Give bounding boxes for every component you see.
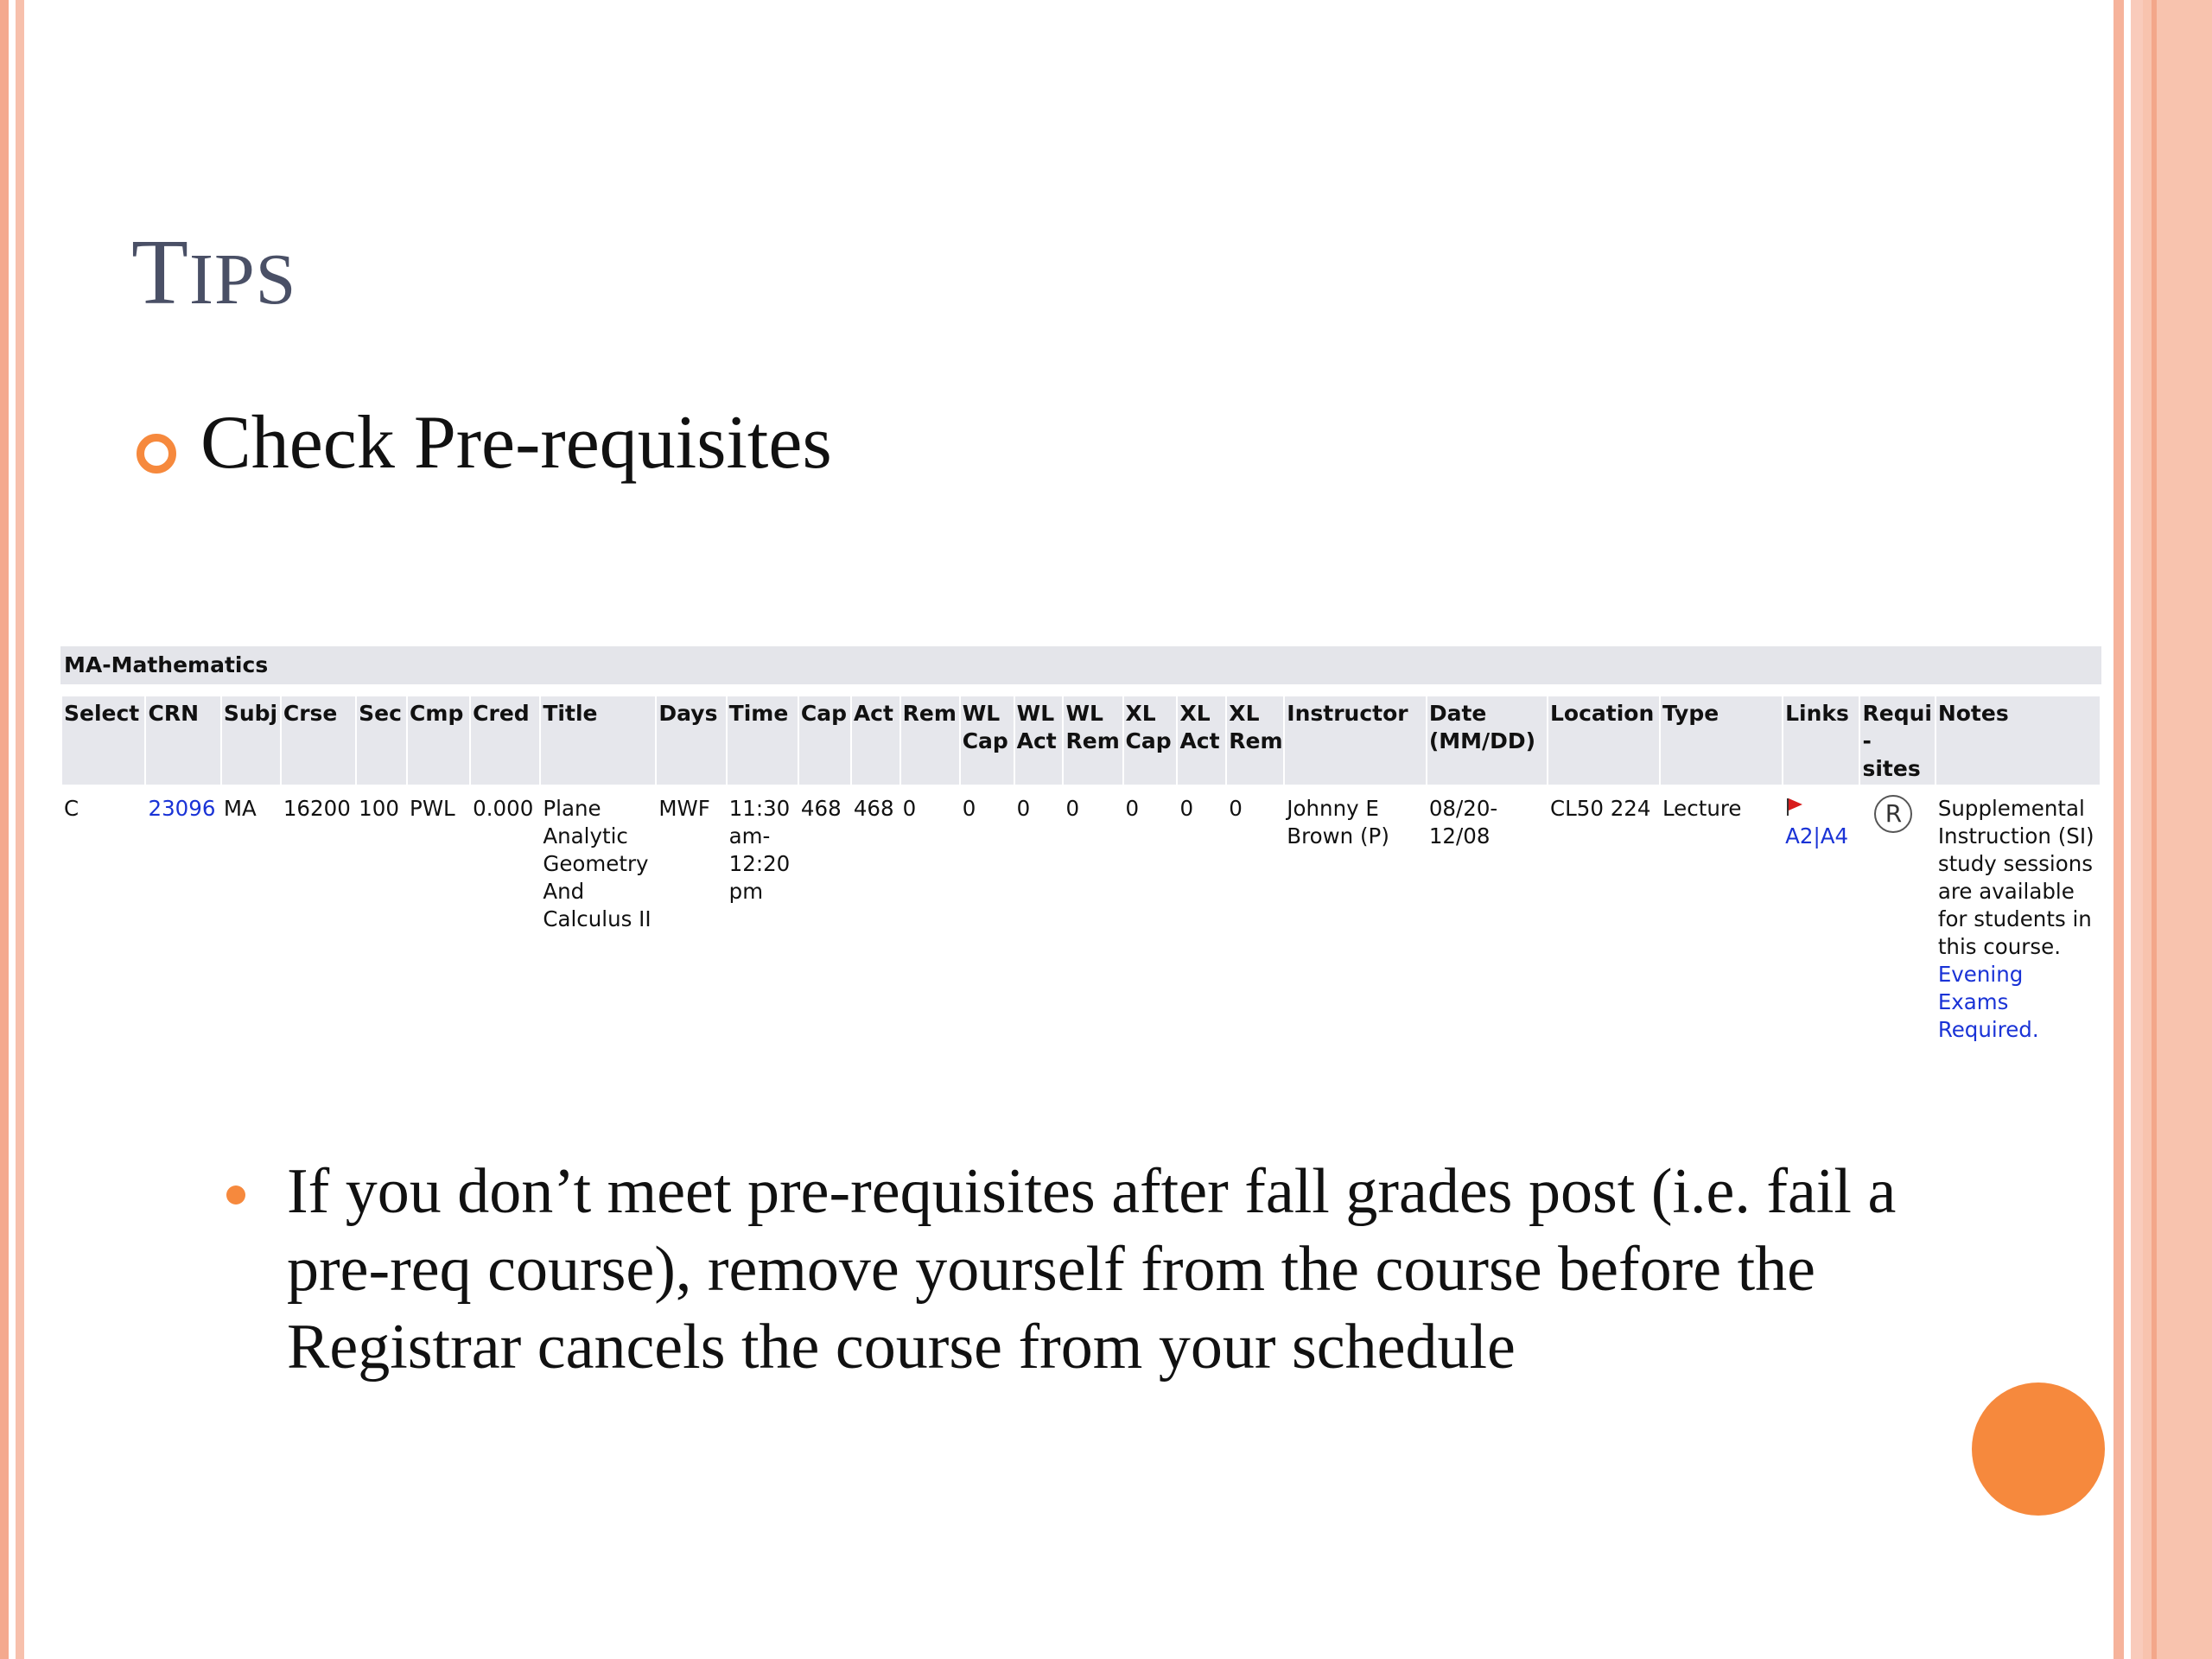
- table-header-row: [62, 696, 2100, 785]
- col-header: Location: [1548, 696, 1659, 785]
- cell-rem: 0: [902, 796, 917, 821]
- col-header: Subj: [222, 696, 280, 785]
- cell-requisites: [1860, 785, 1934, 1046]
- evening-exams-link[interactable]: Evening Exams Required.: [1937, 962, 2039, 1042]
- col-header: XL Cap: [1124, 696, 1177, 785]
- flag-icon[interactable]: [1785, 797, 1808, 816]
- col-header: WL Act: [1015, 696, 1063, 785]
- bullet-prereq-advice: If you don’t meet pre-requisites after fall grades post (i.e. fail a pre-req course), remove yourself from the course before the Registrar cancels the course from your schedule: [287, 1156, 1897, 1382]
- col-header: Cmp: [408, 696, 469, 785]
- col-header: XL Act: [1178, 696, 1225, 785]
- col-header: Title: [541, 696, 655, 785]
- cell-xl-rem: 0: [1229, 796, 1243, 821]
- cell-act: 468: [853, 796, 894, 821]
- col-header: WL Cap: [961, 696, 1014, 785]
- col-header: XL Rem: [1227, 696, 1283, 785]
- col-header: Act: [852, 696, 899, 785]
- links-a2-a4[interactable]: A2|A4: [1785, 823, 1849, 849]
- col-header: Requi - sites: [1860, 696, 1934, 785]
- cell-xl-act: 0: [1179, 796, 1194, 821]
- title-rest: IPS: [188, 239, 297, 320]
- col-header: Rem: [901, 696, 959, 785]
- cell-wl-act: 0: [1016, 796, 1031, 821]
- cell-type: Lecture: [1662, 796, 1742, 821]
- cell-subj: MA: [223, 796, 257, 821]
- slide-border-left-outer: [0, 0, 9, 1659]
- cell-time: 11:30 am-12:20 pm: [728, 796, 791, 904]
- slide-border-right-d: [2152, 0, 2157, 1659]
- col-header: Crse: [282, 696, 355, 785]
- col-header: Cred: [471, 696, 539, 785]
- bullet-dot-icon: [226, 1185, 245, 1205]
- cell-instructor: Johnny E Brown (P): [1287, 796, 1389, 849]
- cell-wl-rem: 0: [1065, 796, 1080, 821]
- slide-title: [131, 221, 297, 324]
- cell-sec: 100: [359, 796, 399, 821]
- col-header: WL Rem: [1064, 696, 1122, 785]
- col-header: Sec: [357, 696, 406, 785]
- cell-notes: [1936, 785, 2100, 1046]
- cell-wl-cap: 0: [962, 796, 976, 821]
- cell-cap: 468: [800, 796, 842, 821]
- slide-border-right-a: [2113, 0, 2124, 1659]
- title-first-letter: T: [131, 221, 189, 324]
- cell-cmp: PWL: [410, 796, 455, 821]
- cell-links: [1783, 785, 1859, 1046]
- bullet-check-prereqs: Check Pre-requisites: [200, 401, 832, 485]
- cell-location: CL50 224: [1549, 796, 1651, 821]
- col-header: Days: [657, 696, 725, 785]
- cell-title: Plane Analytic Geometry And Calculus II: [543, 796, 652, 931]
- table-caption: MA-Mathematics: [60, 646, 2101, 684]
- col-header: Notes: [1936, 696, 2100, 785]
- schedule-table: [60, 646, 2101, 1046]
- slide-border-left-inner: [16, 0, 24, 1659]
- schedule-grid: [60, 696, 2101, 1046]
- col-header: Links: [1783, 696, 1859, 785]
- slide-border-right-b: [2131, 0, 2143, 1659]
- decorative-orange-circle: [1972, 1382, 2105, 1516]
- cell-xl-cap: 0: [1125, 796, 1140, 821]
- col-header: Type: [1661, 696, 1782, 785]
- col-header: CRN: [146, 696, 219, 785]
- crn-link[interactable]: 23096: [148, 796, 216, 821]
- col-header: Date (MM/DD): [1427, 696, 1547, 785]
- cell-cred: 0.000: [473, 796, 534, 821]
- col-header: Select: [62, 696, 144, 785]
- registered-r-icon[interactable]: R: [1874, 795, 1912, 833]
- table-row: [62, 785, 2100, 1046]
- col-header: Time: [728, 696, 798, 785]
- notes-text: Supplemental Instruction (SI) study sessions are available for students in this course.: [1937, 796, 2094, 959]
- cell-days: MWF: [658, 796, 710, 821]
- cell-date: 08/20-12/08: [1428, 796, 1498, 849]
- col-header: Instructor: [1285, 696, 1426, 785]
- bullet-ring-icon: [137, 434, 176, 474]
- cell-select: C: [64, 796, 79, 821]
- cell-crse: 16200: [283, 796, 351, 821]
- col-header: Cap: [799, 696, 850, 785]
